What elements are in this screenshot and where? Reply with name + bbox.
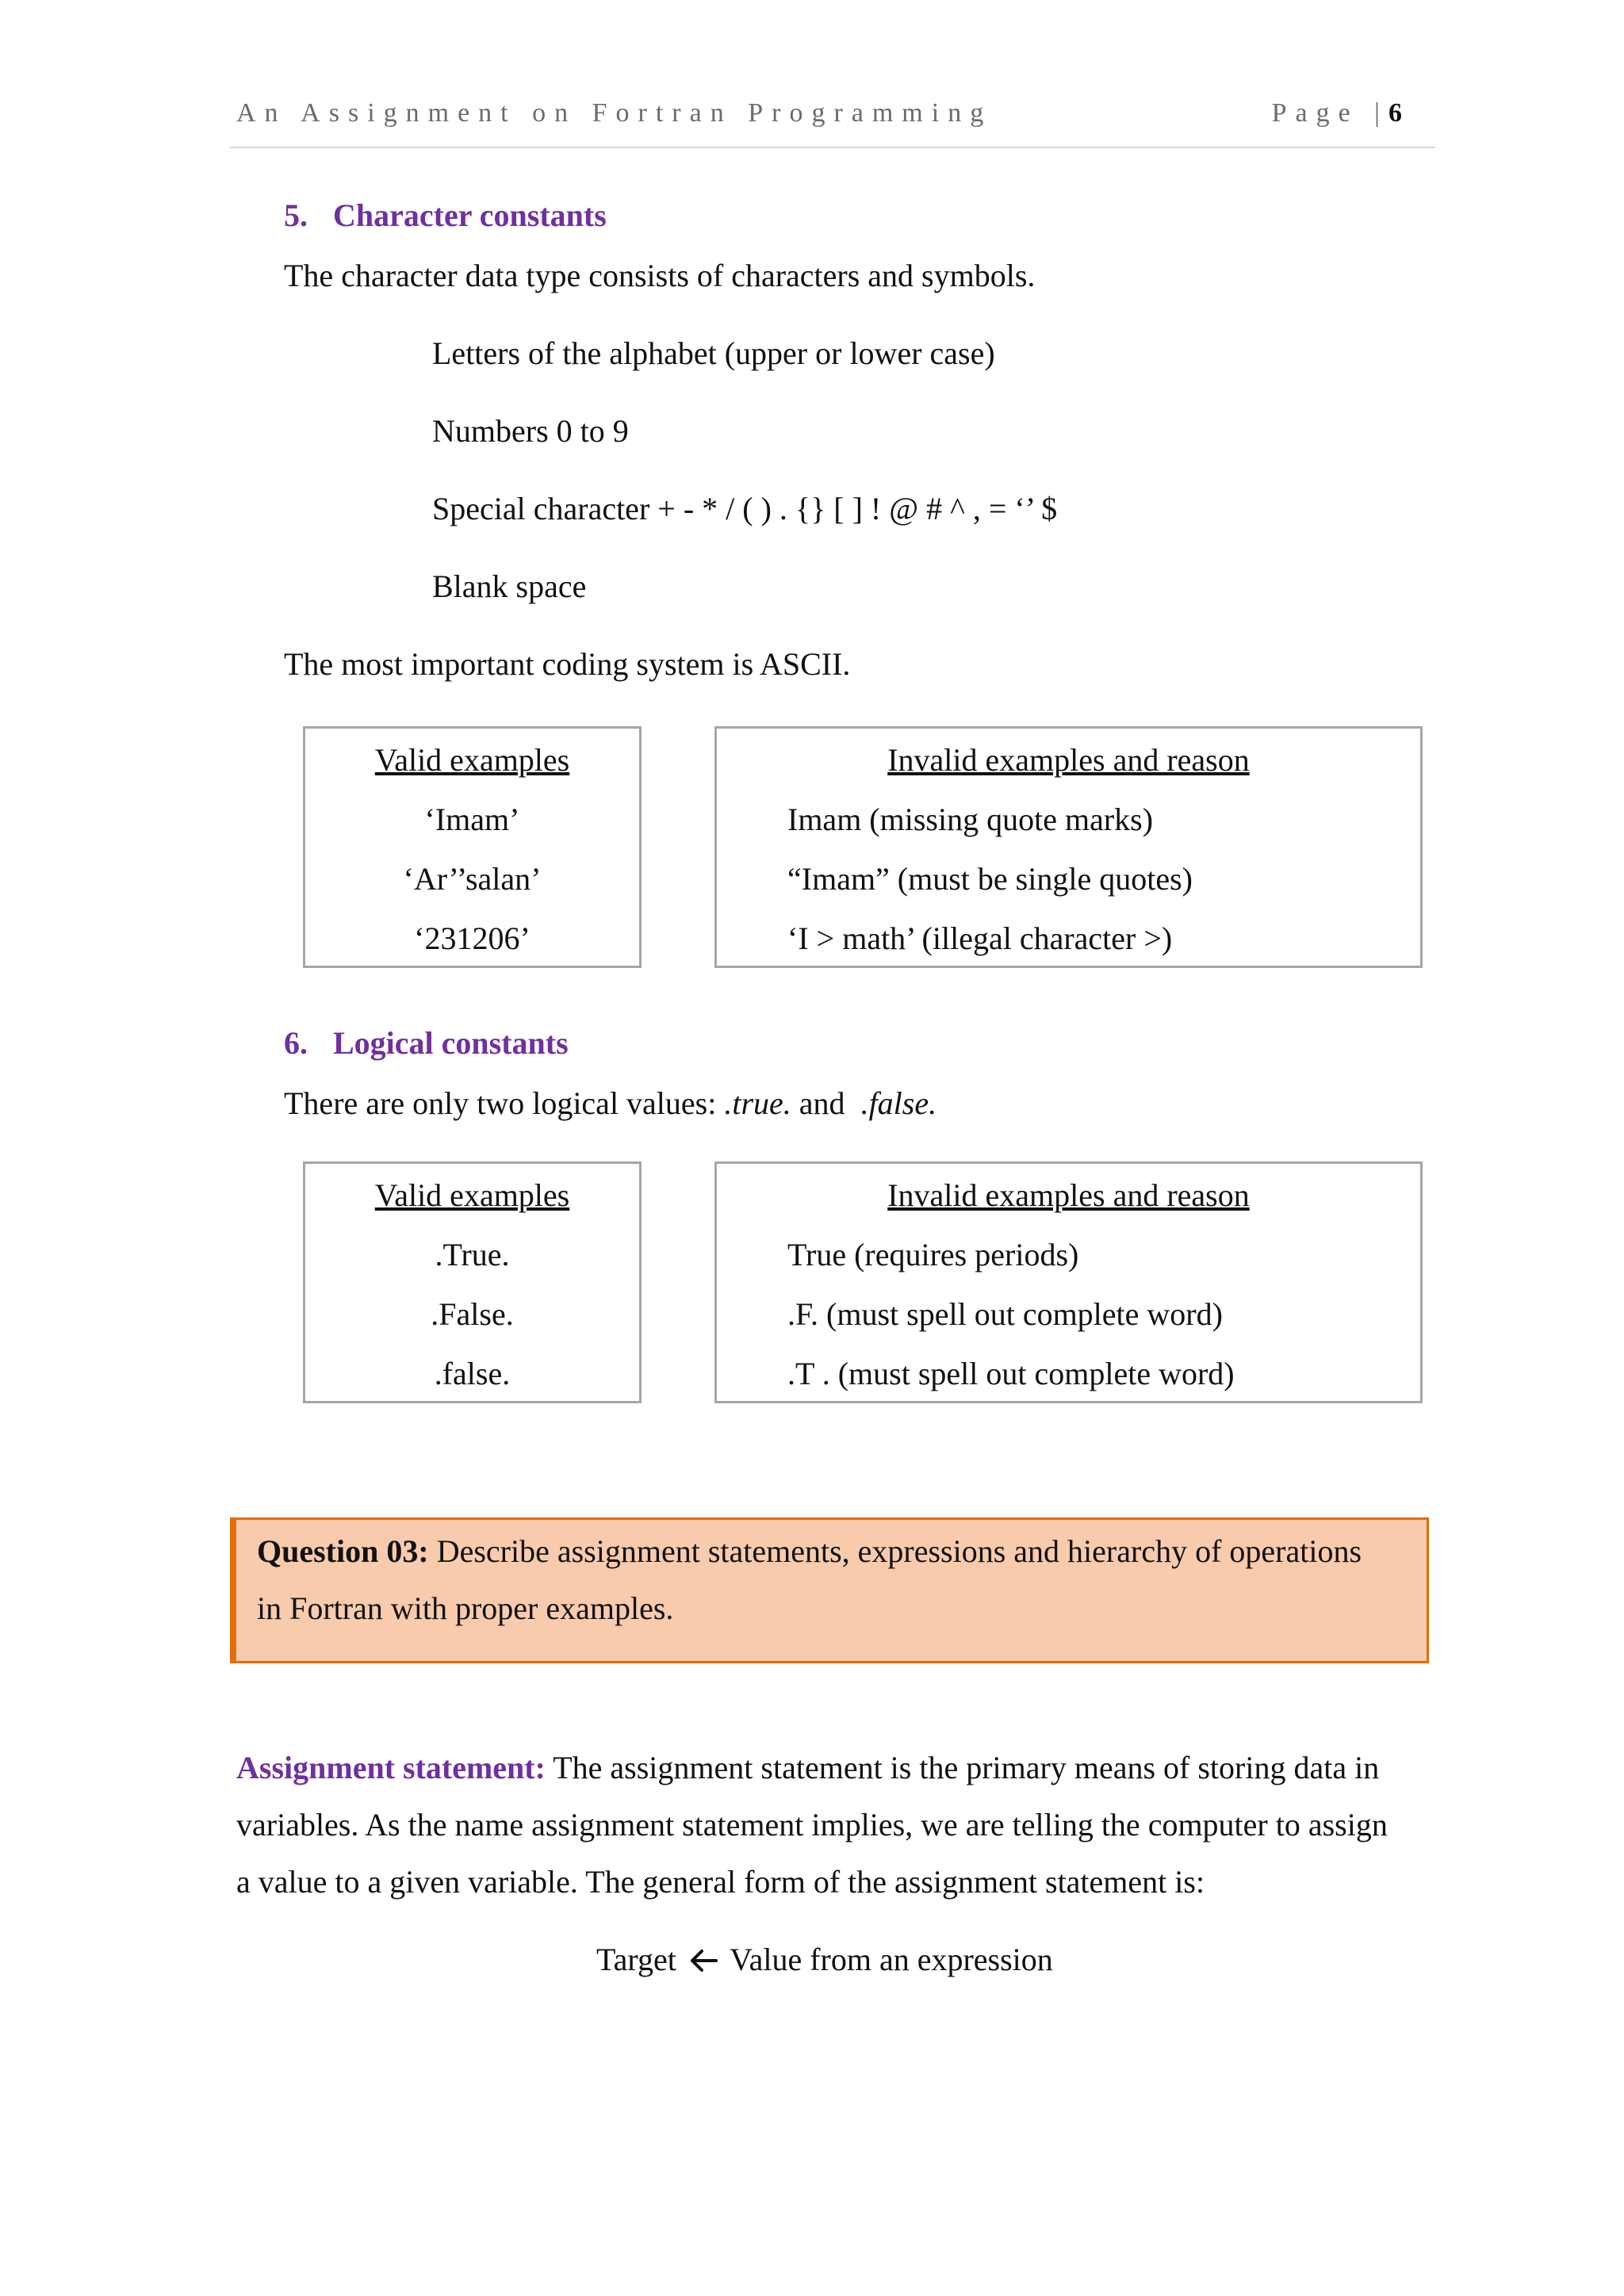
- char-item-numbers: Numbers 0 to 9: [432, 413, 629, 449]
- section5-number: 5.: [284, 197, 308, 233]
- question-label: Question 03:: [257, 1533, 429, 1569]
- assignment-label: Assignment statement:: [236, 1750, 546, 1785]
- assignment-line-3: a value to a given variable. The general form of the assignment statement is:: [236, 1864, 1205, 1900]
- question-line-2: in Fortran with proper examples.: [257, 1590, 674, 1626]
- section6-number: 6.: [284, 1025, 308, 1061]
- formula-value: Value from an expression: [730, 1942, 1053, 1977]
- section6-valid-heading: Valid examples: [374, 1177, 570, 1213]
- section6-valid-box: [303, 1161, 642, 1403]
- char-item-letters: Letters of the alphabet (upper or lower case): [432, 335, 995, 371]
- char-item-blank: Blank space: [432, 568, 587, 604]
- question-line-1: [257, 1533, 1362, 1570]
- assignment-line-1: [236, 1749, 1379, 1786]
- left-arrow-icon: [689, 1944, 718, 1981]
- section5-note: The most important coding system is ASCII.: [284, 646, 851, 682]
- section5-invalid-row: ‘I > math’ (illegal character >): [787, 920, 1173, 956]
- section6-heading: [284, 1024, 569, 1062]
- question-text-1: Describe assignment statements, expressions and hierarchy of operations: [428, 1533, 1362, 1569]
- and-word: and: [791, 1085, 861, 1121]
- assignment-formula: [596, 1941, 1053, 1981]
- section5-valid-box: [303, 726, 642, 968]
- section6-invalid-box: [714, 1161, 1423, 1403]
- assignment-line-2: variables. As the name assignment statement implies, we are telling the computer to assign: [236, 1807, 1388, 1843]
- formula-target: Target: [596, 1942, 676, 1977]
- assignment-text-1: The assignment statement is the primary means of storing data in: [545, 1750, 1380, 1785]
- section6-title: Logical constants: [333, 1025, 569, 1061]
- section6-invalid-row: .F. (must spell out complete word): [787, 1296, 1223, 1332]
- section5-valid-row: ‘231206’: [414, 920, 530, 956]
- section6-invalid-heading: Invalid examples and reason: [887, 1177, 1250, 1213]
- header-divider: [230, 147, 1435, 148]
- section5-valid-heading: Valid examples: [374, 742, 570, 778]
- section6-valid-row: .False.: [431, 1296, 514, 1332]
- question-box: [230, 1517, 1429, 1663]
- section5-title: Character constants: [333, 197, 607, 233]
- page-label: Page |: [1271, 98, 1388, 128]
- char-item-special: Special character + - * / ( ) . {} [ ] ! @ # ^ , = ‘’ $: [432, 491, 1058, 526]
- section5-valid-row: ‘Ar’’salan’: [403, 861, 542, 897]
- section6-invalid-row: .T . (must spell out complete word): [787, 1356, 1235, 1391]
- header-title: An Assignment on Fortran Programming: [236, 98, 993, 128]
- section6-valid-row: .false.: [434, 1356, 511, 1391]
- section6-valid-row: .True.: [435, 1237, 510, 1272]
- section6-invalid-row: True (requires periods): [787, 1237, 1079, 1272]
- section5-invalid-row: Imam (missing quote marks): [787, 802, 1154, 837]
- section5-invalid-row: “Imam” (must be single quotes): [787, 861, 1193, 897]
- section5-invalid-box: [714, 726, 1423, 968]
- false-value: .false.: [860, 1085, 937, 1121]
- page-number: 6: [1388, 98, 1402, 128]
- section5-invalid-heading: Invalid examples and reason: [887, 742, 1250, 778]
- section5-valid-row: ‘Imam’: [424, 802, 520, 837]
- section5-intro: The character data type consists of characters and symbols.: [284, 258, 1036, 293]
- true-value: .true.: [724, 1085, 791, 1121]
- section6-intro: [284, 1085, 936, 1122]
- section6-intro-prefix: There are only two logical values:: [284, 1085, 725, 1121]
- section5-heading: [284, 197, 607, 234]
- page-indicator: [1272, 98, 1402, 128]
